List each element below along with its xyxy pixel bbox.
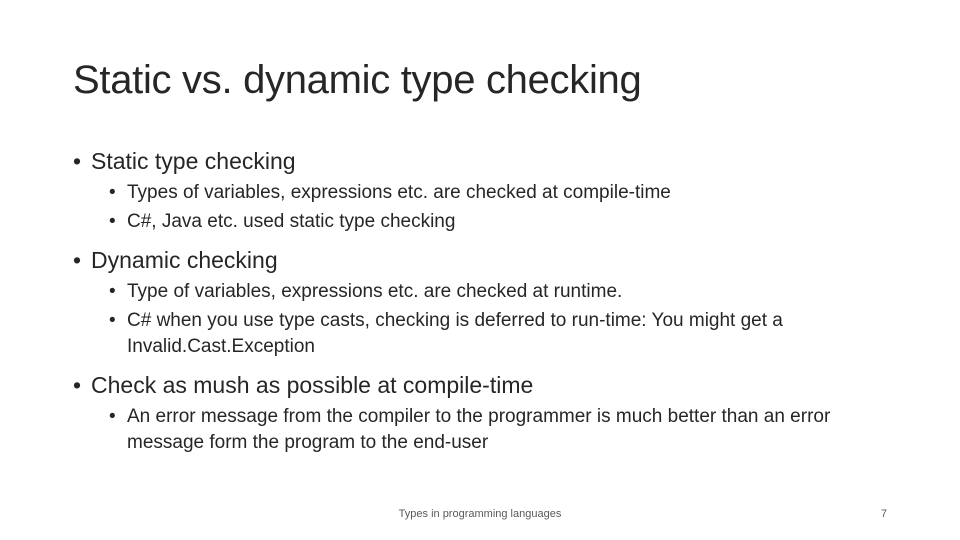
- bullet-point-compile-time: [73, 370, 903, 400]
- slide-title: Static vs. dynamic type checking: [73, 58, 642, 102]
- sub-list-dynamic: [109, 279, 903, 360]
- bullet-icon: •: [109, 211, 116, 232]
- sub-bullet: [109, 308, 903, 360]
- bullet-icon: •: [109, 182, 116, 203]
- sub-bullet: [109, 404, 903, 456]
- sub-bullet: [109, 209, 903, 235]
- page-number: 7: [880, 508, 887, 520]
- footer-text: Types in programming languages: [398, 508, 562, 520]
- bullet-icon: •: [73, 148, 82, 174]
- bullet-icon: •: [109, 406, 116, 427]
- bullet-text: Static type checking: [91, 148, 296, 174]
- bullet-icon: •: [73, 247, 82, 273]
- bullet-text: Dynamic checking: [91, 247, 278, 273]
- sub-bullet-text: An error message from the compiler to the programmer is much better than an error message form the program to the end-user: [127, 406, 831, 453]
- sub-bullet-text: Type of variables, expressions etc. are checked at runtime.: [127, 281, 623, 302]
- bullet-icon: •: [109, 310, 116, 331]
- sub-bullet: [109, 279, 903, 305]
- sub-bullet-text: Types of variables, expressions etc. are checked at compile-time: [127, 182, 671, 203]
- bullet-point-dynamic: [73, 245, 903, 275]
- bullet-text: Check as mush as possible at compile-time: [91, 372, 534, 398]
- bullet-list: [73, 146, 903, 456]
- sub-bullet-text: C#, Java etc. used static type checking: [127, 211, 456, 232]
- sub-list-compile-time: [109, 404, 903, 456]
- sub-bullet: [109, 180, 903, 206]
- sub-list-static: [109, 180, 903, 235]
- sub-bullet-text: C# when you use type casts, checking is deferred to run-time: You might get a Invalid.Cast.Exception: [127, 310, 783, 357]
- bullet-icon: •: [109, 281, 116, 302]
- bullet-point-static: [73, 146, 903, 176]
- bullet-icon: •: [73, 372, 82, 398]
